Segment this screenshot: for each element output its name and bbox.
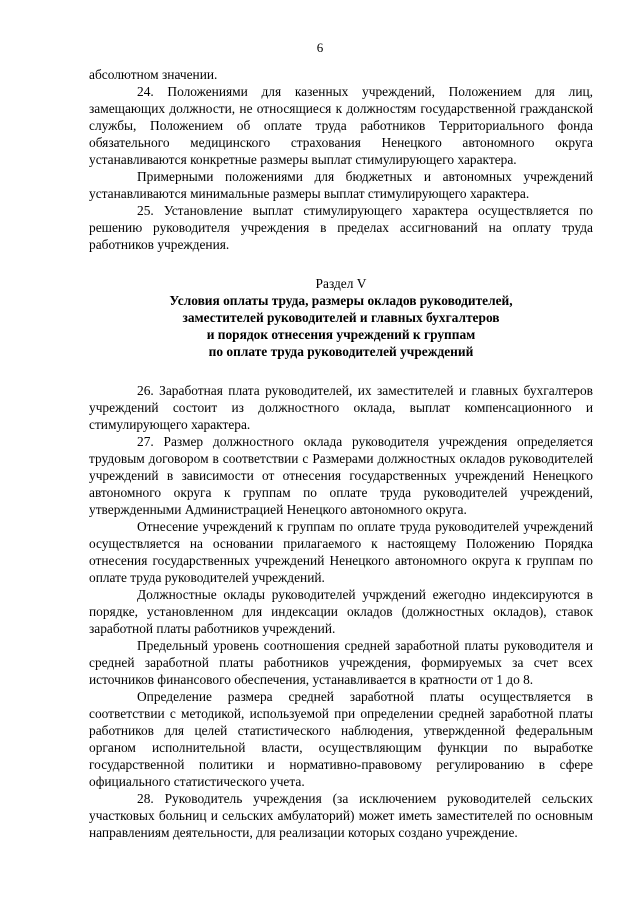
paragraph-group-assignment: Отнесение учреждений к группам по оплате труда руководителей учреждений осуществляется на основании прилагаемого к настоящему Положению Порядка отнесения государственных учреждений Ненецкого автономного округа к группам по оплате труда руководителей учреждений. <box>89 519 593 585</box>
section-heading-line: заместителей руководителей и главных бухгалтеров <box>182 310 500 325</box>
section-heading-line: по оплате труда руководителей учреждений <box>208 344 474 359</box>
section-heading-line: Условия оплаты труда, размеры окладов руководителей, <box>169 293 513 308</box>
paragraph-salary-indexation: Должностные оклады руководителей учрждений ежегодно индексируются в порядке, установленном для индексации окладов (должностных окладов), ставок заработной платы работников учреждений. <box>89 587 593 636</box>
paragraph-average-salary: Определение размера средней заработной платы осуществляется в соответствии с методикой, используемой при определении средней заработной платы работников для целей статистического наблюдения, утвержденной федеральным органом исполнительной власти, осуществляющим функции по выработке государственной политики и нормативно-правовому регулированию в сфере официального статистического учета. <box>89 689 593 789</box>
paragraph-24: 24. Положениями для казенных учреждений, Положением для лиц, замещающих должности, не относящиеся к должностям государственной гражданской службы, Положением об оплате труда работников Территориального фонда обязательного медицинского страхования Ненецкого автономного округа устанавливаются конкретные размеры выплат стимулирующего характера. <box>89 84 593 167</box>
paragraph-continuation: абсолютном значении. <box>89 67 218 82</box>
paragraph-25: 25. Установление выплат стимулирующего характера осуществляется по решению руководителя учреждения в пределах ассигнований на оплату труда работников учреждения. <box>89 203 593 252</box>
paragraph-salary-ratio: Предельный уровень соотношения средней заработной платы руководителя и средней заработной платы работников учреждения, формируемых за счет всех источников финансового обеспечения, устанавливается в кратности от 1 до 8. <box>89 638 593 687</box>
paragraph-28: 28. Руководитель учреждения (за исключением руководителей сельских участковых больниц и сельских амбулаторий) может иметь заместителей по основным направлениям деятельности, для реализации которых создано учреждение. <box>89 791 593 840</box>
paragraph-27: 27. Размер должностного оклада руководителя учреждения определяется трудовым договором в соответствии с Размерами должностных окладов руководителей учреждений в зависимости от отнесения государственных учреждений Ненецкого автономного округа к группам по оплате труда руководителей учреждений, утвержденными Администрацией Ненецкого автономного округа. <box>89 434 593 517</box>
paragraph-model-provisions: Примерными положениями для бюджетных и автономных учреждений устанавливаются минимальные размеры выплат стимулирующего характера. <box>89 169 593 201</box>
section-label: Раздел V <box>315 276 367 291</box>
section-heading <box>89 292 593 360</box>
section-heading-line: и порядок отнесения учреждений к группам <box>206 327 476 342</box>
paragraph-26: 26. Заработная плата руководителей, их заместителей и главных бухгалтеров учреждений состоит из должностного оклада, выплат компенсационного и стимулирующего характера. <box>89 383 593 432</box>
page-number: 6 <box>316 40 324 55</box>
document-body <box>89 66 593 841</box>
